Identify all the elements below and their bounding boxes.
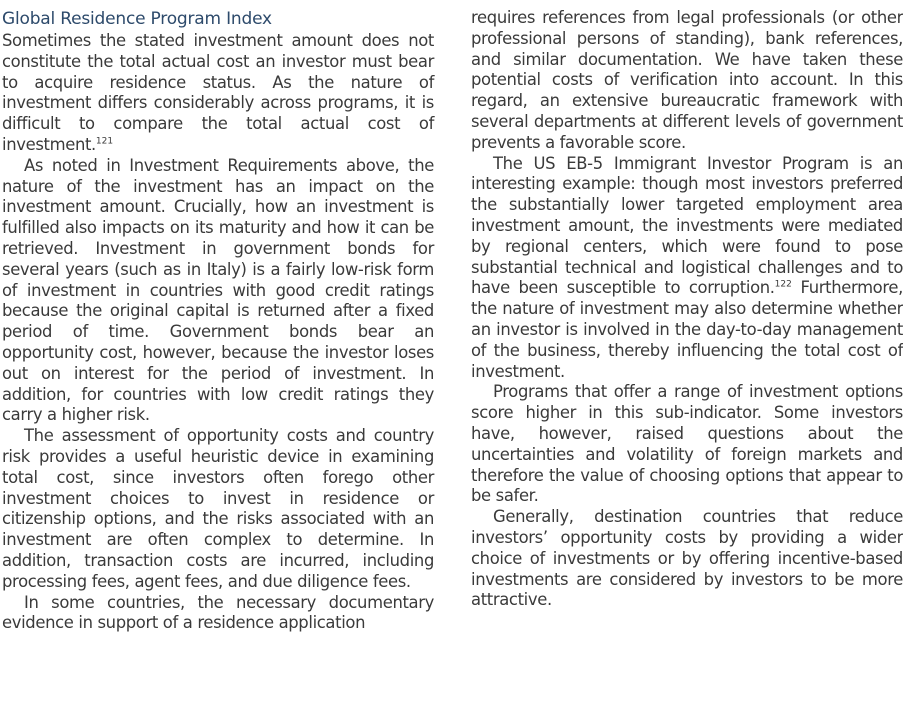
right-column	[471, 8, 903, 611]
paragraph: Programs that offer a range of investment options score higher in this sub-indicator. Some investors have, however, raised questions about the uncertainties and volatility of foreign markets and therefore the value of choosing options that appear to be safer.	[471, 382, 903, 506]
paragraph-text: The US EB-5 Immigrant Investor Program is an interesting example: though most investors preferred the substantially lower targeted employment area investment amount, the investments were mediated by regional centers, which were found to pose substantial technical and logistical challenges and to have been susceptible to corruption.	[471, 153, 903, 298]
running-header: Global Residence Program Index	[2, 9, 272, 29]
paragraph-text: Sometimes the stated investment amount does not constitute the total actual cost an investor must bear to acquire residence status. As the nature of investment differs considerably across programs, it is difficult to compare the total actual cost of investment.	[2, 31, 434, 154]
paragraph: As noted in Investment Requirements above, the nature of the investment has an impact on the investment amount. Crucially, how an investment is fulfilled also impacts on its maturity and how it can be retrieved. Investment in government bonds for several years (such as in Italy) is a fairly low-risk form of investment in countries with good credit ratings because the original capital is returned after a fixed period of time. Government bonds bear an opportunity cost, however, because the investor loses out on interest for the period of investment. In addition, for countries with low credit ratings they carry a higher risk.	[2, 155, 434, 425]
paragraph: In some countries, the necessary documentary evidence in support of a residence application	[2, 592, 434, 633]
paragraph: Generally, destination countries that reduce investors’ opportunity costs by providing a wider choice of investments or by offering incentive-based investments are considered by investors to be more attractive.	[471, 507, 903, 610]
footnote-ref[interactable]: 122	[774, 279, 792, 290]
paragraph: requires references from legal professionals (or other professional persons of standing), bank references, and similar documentation. We have taken these potential costs of verification into account. In this regard, an extensive bureaucratic framework with several departments at different levels of government prevents a favorable score.	[471, 8, 903, 152]
paragraph: The assessment of opportunity costs and country risk provides a useful heuristic device in examining total cost, since investors often forego other investment choices to invest in residence or citizenship options, and the risks associated with an investment are often complex to determine. In addition, transaction costs are incurred, including processing fees, agent fees, and due diligence fees.	[2, 426, 434, 591]
footnote-ref[interactable]: 121	[95, 136, 114, 147]
left-column	[2, 8, 434, 634]
paragraph	[2, 31, 434, 156]
paragraph	[471, 154, 903, 383]
paragraph-text: Furthermore, the nature of investment may also determine whether an investor is involved in the day-to-day management of the business, thereby influencing the total cost of investment.	[471, 278, 903, 381]
